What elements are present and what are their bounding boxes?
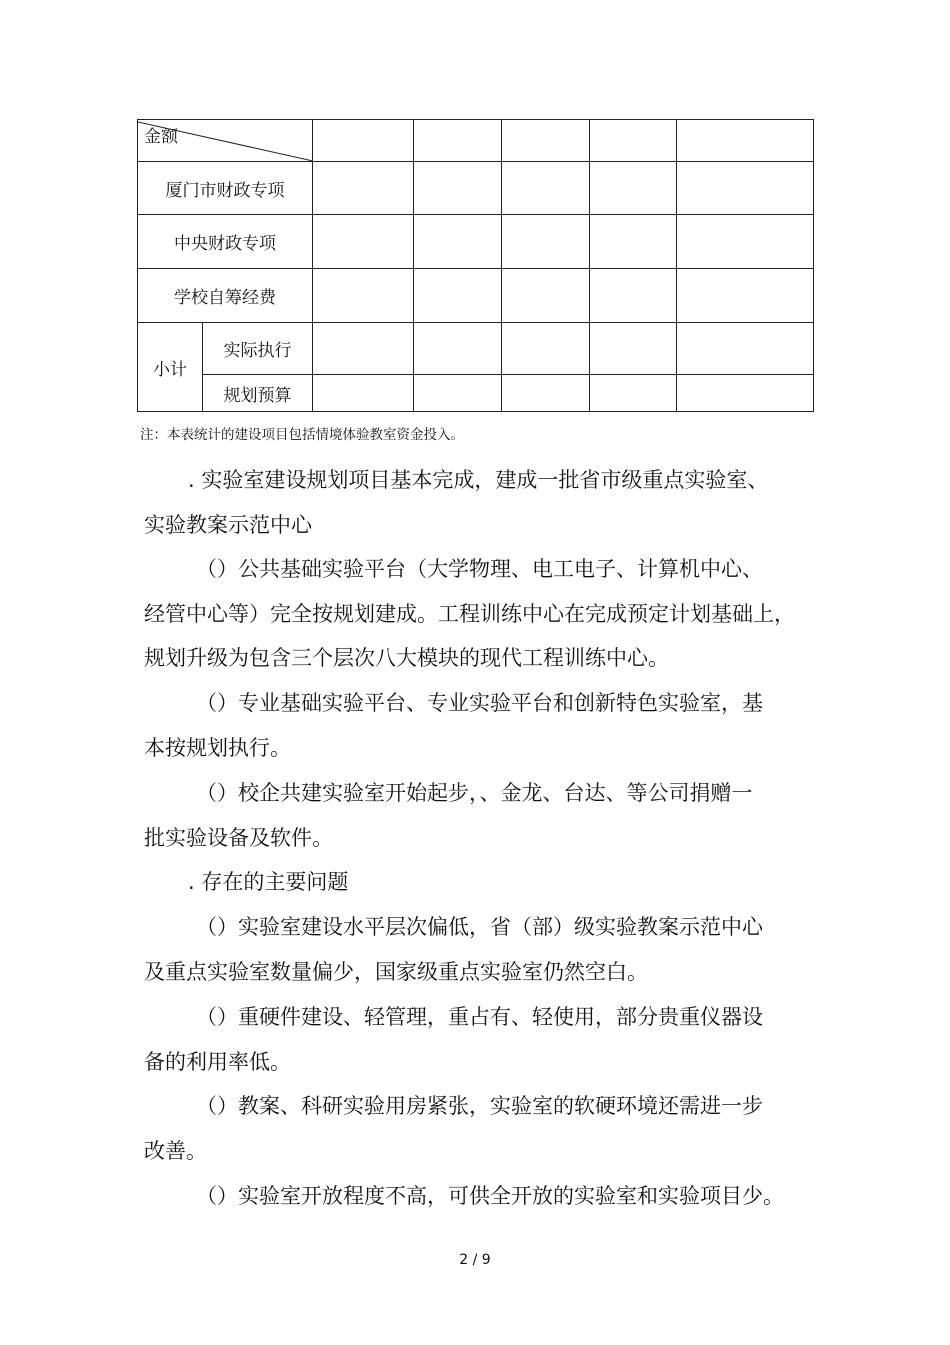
table-cell <box>414 323 502 375</box>
table-cell <box>502 215 590 269</box>
table-cell <box>414 375 502 412</box>
text-line: （）实验室建设水平层次偏低，省（部）级实验教案示范中心 <box>196 915 763 939</box>
text-line: 本按规划执行。 <box>144 735 291 760</box>
text-line: . 存在的主要问题 <box>188 870 349 894</box>
paragraph <box>144 1174 784 1219</box>
table-cell <box>414 269 502 323</box>
table-cell <box>414 120 502 162</box>
subtotal-label: 小计 <box>138 323 203 412</box>
page-number: 2 / 9 <box>459 1252 491 1268</box>
table-cell <box>590 162 677 215</box>
paragraph-heading-1 <box>144 458 784 547</box>
table-note: 注：本表统计的建设项目包括情境体验教室资金投入。 <box>140 427 464 443</box>
table-cell <box>590 375 677 412</box>
paragraph-heading-2 <box>144 860 784 905</box>
table-cell <box>677 162 814 215</box>
table-cell <box>313 269 414 323</box>
table-cell <box>590 120 677 162</box>
table-cell <box>590 269 677 323</box>
text-line: 备的利用率低。 <box>144 1049 291 1074</box>
table-header-row <box>138 120 814 162</box>
paragraph <box>144 681 784 770</box>
header-label: 金额 <box>144 127 178 147</box>
paragraph <box>144 905 784 994</box>
paragraph <box>144 771 784 860</box>
paragraph <box>144 1084 784 1173</box>
row-label: 中央财政专项 <box>138 215 313 269</box>
budget-table <box>137 119 814 412</box>
table-cell <box>677 215 814 269</box>
table-cell <box>502 375 590 412</box>
table-cell <box>313 120 414 162</box>
row-label: 学校自筹经费 <box>138 269 313 323</box>
text-line: 实验教案示范中心 <box>144 512 312 537</box>
table-cell <box>677 323 814 375</box>
table-cell <box>502 269 590 323</box>
table-cell <box>502 323 590 375</box>
table-cell <box>414 162 502 215</box>
text-line: 经管中心等）完全按规划建成。工程训练中心在完成预定计划基础上， <box>144 601 795 626</box>
paragraph <box>144 547 795 681</box>
subtotal-item-label: 实际执行 <box>203 323 313 375</box>
table-row <box>138 162 814 215</box>
table-row <box>138 375 814 412</box>
text-line: （）教案、科研实验用房紧张，实验室的软硬环境还需进一步 <box>196 1094 763 1118</box>
subtotal-item-label: 规划预算 <box>203 375 313 412</box>
text-line: 及重点实验室数量偏少，国家级重点实验室仍然空白。 <box>144 959 648 984</box>
table-cell <box>313 162 414 215</box>
table-cell <box>502 120 590 162</box>
table-cell <box>313 375 414 412</box>
table-cell <box>313 323 414 375</box>
table-cell <box>677 120 814 162</box>
table-cell <box>590 215 677 269</box>
text-line: （）重硬件建设、轻管理，重占有、轻使用，部分贵重仪器设 <box>196 1005 763 1029</box>
text-line: （）校企共建实验室开始起步，、金龙、台达、等公司捐赠一 <box>196 781 753 805</box>
table-cell <box>414 215 502 269</box>
text-line: 改善。 <box>144 1138 207 1163</box>
text-line: （）专业基础实验平台、专业实验平台和创新特色实验室，基 <box>196 691 763 715</box>
paragraph <box>144 995 784 1084</box>
row-label: 厦门市财政专项 <box>138 162 313 215</box>
table-cell <box>313 215 414 269</box>
table-row <box>138 215 814 269</box>
text-line: 规划升级为包含三个层次八大模块的现代工程训练中心。 <box>144 646 669 670</box>
text-line: . 实验室建设规划项目基本完成，建成一批省市级重点实验室、 <box>188 468 769 492</box>
table-cell <box>677 375 814 412</box>
table-cell <box>502 162 590 215</box>
table-row <box>138 323 814 375</box>
text-line: （）公共基础实验平台（大学物理、电工电子、计算机中心、 <box>196 557 763 581</box>
table-row <box>138 269 814 323</box>
text-line: 批实验设备及软件。 <box>144 825 333 850</box>
table-cell <box>677 269 814 323</box>
table-cell <box>590 323 677 375</box>
diagonal-header-cell <box>138 120 313 162</box>
text-line: （）实验室开放程度不高，可供全开放的实验室和实验项目少。 <box>196 1184 784 1208</box>
